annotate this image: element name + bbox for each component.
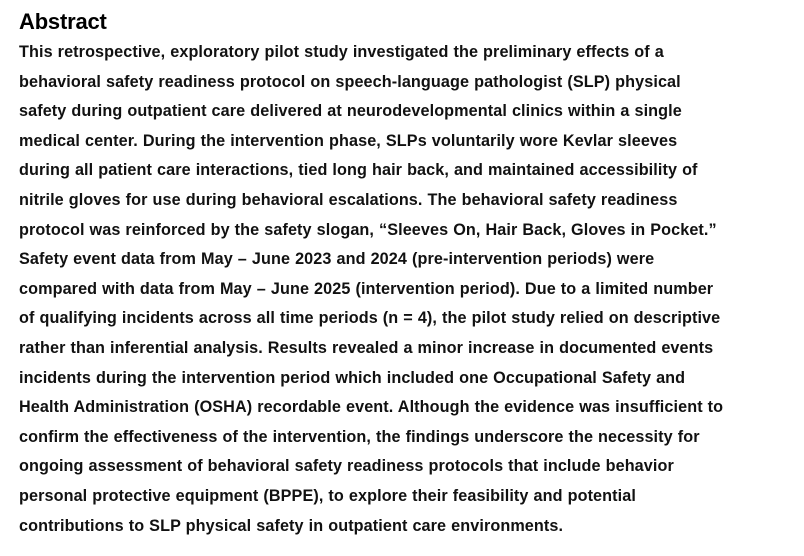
abstract-line: This retrospective, exploratory pilot study investigated the preliminary effects of a xyxy=(19,43,664,61)
abstract-line: compared with data from May – June 2025 (intervention period). Due to a limited number xyxy=(19,279,714,298)
abstract-line: contributions to SLP physical safety in outpatient care environments. xyxy=(19,516,564,535)
abstract-line: safety during outpatient care delivered at neurodevelopmental clinics within a single xyxy=(19,102,682,121)
abstract-line: nitrile gloves for use during behavioral escalations. The behavioral safety readiness xyxy=(19,190,678,209)
abstract-line: during all patient care interactions, tied long hair back, and maintained accessibility of xyxy=(19,161,698,180)
abstract-line: personal protective equipment (BPPE), to explore their feasibility and potential xyxy=(19,486,636,505)
abstract-line: Health Administration (OSHA) recordable event. Although the evidence was insufficient to xyxy=(19,398,724,417)
abstract-line: Safety event data from May – June 2023 and 2024 (pre-intervention periods) were xyxy=(19,250,655,269)
abstract-line: ongoing assessment of behavioral safety readiness protocols that include behavior xyxy=(19,457,674,476)
abstract-section xyxy=(19,8,799,541)
abstract-text xyxy=(19,38,799,541)
abstract-heading: Abstract xyxy=(19,9,107,34)
abstract-line: medical center. During the intervention phase, SLPs voluntarily wore Kevlar sleeves xyxy=(19,131,678,150)
abstract-line: confirm the effectiveness of the intervention, the findings underscore the necessity for xyxy=(19,427,700,446)
abstract-line: rather than inferential analysis. Results revealed a minor increase in documented events xyxy=(19,338,714,357)
abstract-line: incidents during the intervention period which included one Occupational Safety and xyxy=(19,368,686,387)
abstract-line: behavioral safety readiness protocol on speech-language pathologist (SLP) physical xyxy=(19,72,681,91)
abstract-line: of qualifying incidents across all time periods (n = 4), the pilot study relied on descriptive xyxy=(19,309,721,328)
abstract-line: protocol was reinforced by the safety slogan, “Sleeves On, Hair Back, Gloves in Pocket.” xyxy=(19,220,717,239)
